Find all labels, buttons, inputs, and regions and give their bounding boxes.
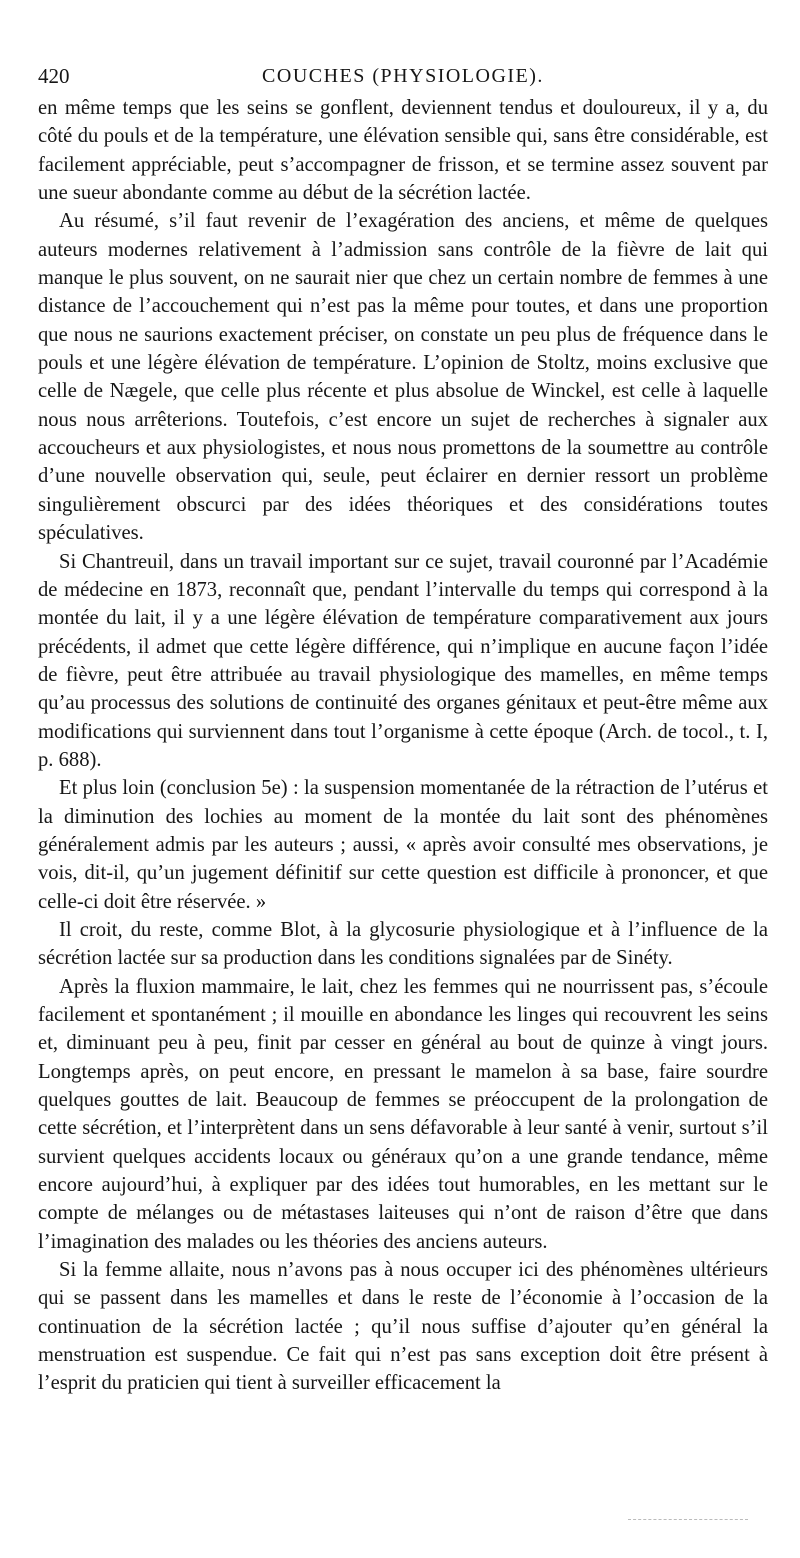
body-text [38, 94, 768, 1398]
paragraph-chantreuil: Si Chantreuil, dans un travail important sur ce sujet, travail couronné par l’Académie de médecine en 1873, reconnaît que, pendant l’intervalle du temps qui correspond à la montée du lait, il y a une légère élévation de température comparativement aux jours précédents, il admet que cette légère différence, qui n’implique en aucune façon l’idée de fièvre, peut être attribuée au travail physiologique des mamelles, en même temps qu’au processus des solutions de continuité des organes génitaux et peut-être même aux modifications qui surviennent dans tout l’organisme à cette époque (Arch. de tocol., t. I, p. 688). [38, 550, 768, 771]
page-number: 420 [38, 64, 70, 88]
book-page [38, 58, 768, 1398]
paragraph-allaitement: Si la femme allaite, nous n’avons pas à nous occuper ici des phénomènes ultérieurs qui se passent dans les mamelles et dans le reste de l’économie à l’occasion de la continuation de la sécrétion lactée ; qu’il nous suffise d’ajouter qu’en général la menstruation est suspendue. Ce fait qui n’est pas sans exception doit être présent à l’esprit du praticien qui tient à surveiller efficacement la [38, 1259, 768, 1395]
paragraph-continuation: en même temps que les seins se gonflent, deviennent tendus et douloureux, il y a, du côté du pouls et de la température, une élévation sensible qui, sans être considérable, est facilement appréciable, peut s’accompagner de frisson, et se termine assez souvent par une sueur abondante comme au début de la sécrétion lactée. [38, 97, 768, 205]
running-head [38, 58, 768, 94]
paragraph-conclusion: Et plus loin (conclusion 5e) : la suspension momentanée de la rétraction de l’utérus et la diminution des lochies au moment de la montée du lait sont des phénomènes généralement admis par les auteurs ; aussi, « après avoir consulté mes observations, je vois, dit-il, qu’un jugement définitif sur cette question est difficile à prononcer, et que celle-ci doit être réservée. » [38, 777, 768, 913]
running-title: COUCHES (PHYSIOLOGIE). [262, 65, 544, 87]
bottom-rule [628, 1519, 748, 1520]
paragraph-resume: Au résumé, s’il faut revenir de l’exagération des anciens, et même de quelques auteurs modernes relativement à l’admission sans contrôle de la fièvre de lait qui manque le plus souvent, on ne saurait nier que chez un certain nombre de femmes à une distance de l’accouchement qui n’est pas la même pour toutes, et dans une proportion que nous ne saurions exactement préciser, on constate un peu plus de fréquence dans le pouls et une légère élévation de température. L’opinion de Stoltz, moins exclusive que celle de Nægele, que celle plus récente et plus absolue de Winckel, est celle à laquelle nous nous arrêterions. Toutefois, c’est encore un sujet de recherches à signaler aux accoucheurs et aux physiologistes, et nous nous promettons de la soumettre au contrôle d’une nouvelle observation qui, seule, peut éclairer en dernier ressort un problème singulièrement obscurci par des idées théoriques et des considérations toutes spéculatives. [38, 210, 768, 545]
paragraph-glycosurie: Il croit, du reste, comme Blot, à la glycosurie physiologique et à l’influence de la sécrétion lactée sur sa production dans les conditions signalées par de Sinéty. [38, 918, 768, 970]
paragraph-fluxion: Après la fluxion mammaire, le lait, chez les femmes qui ne nourrissent pas, s’écoule facilement et spontanément ; il mouille en abondance les linges qui recouvrent les seins et, diminuant peu à peu, finit par cesser en général au bout de quinze à vingt jours. Longtemps après, on peut encore, en pressant le mamelon à sa base, faire sourdre quelques gouttes de lait. Beaucoup de femmes se préoccupent de la prolongation de cette sécrétion, et l’interprètent dans un sens défavorable à leur santé à venir, surtout s’il survient quelques accidents locaux ou généraux qu’on a une grande tendance, même encore aujourd’hui, à expliquer par des idées tout humorables, en les mettant sur le compte de mélanges ou de métastases laiteuses qui n’ont de raison d’être que dans l’imagination des malades ou les théories des anciens auteurs. [38, 975, 768, 1253]
